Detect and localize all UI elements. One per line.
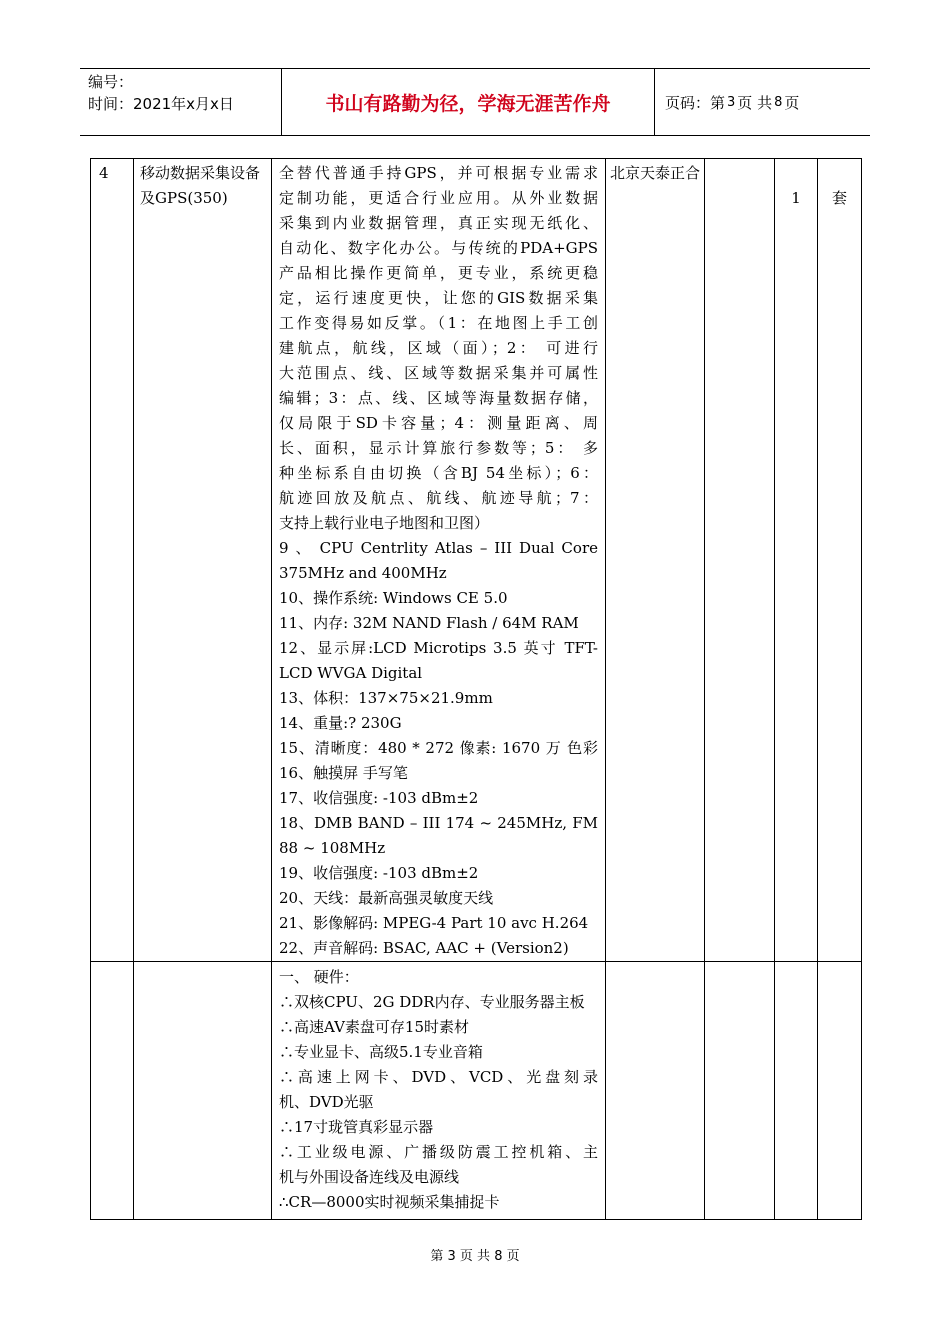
row-index: 4 xyxy=(91,159,134,962)
header-meta xyxy=(80,69,282,135)
text-line: LCD WVGA Digital xyxy=(279,664,423,682)
text-line: 375MHz and 400MHz xyxy=(279,564,447,582)
text-line: ∴高速AV素盘可存15时素材 xyxy=(279,1018,470,1036)
header-page-number xyxy=(655,69,870,135)
text-line: 17、收信强度: -103 dBm±2 xyxy=(279,789,479,807)
equipment-table xyxy=(90,158,862,1220)
quantity: 1 xyxy=(775,159,818,962)
text-line: ∴工业级电源、广播级防震工控机箱、主 xyxy=(279,1143,598,1161)
text-line: 13、体积：137×75×21.9mm xyxy=(279,689,493,707)
text-line: 10、操作系统: Windows CE 5.0 xyxy=(279,589,508,607)
time-label: 时间：2021年x月x日 xyxy=(88,95,234,113)
text-line: 22、声音解码: BSAC, AAC + (Version2) xyxy=(279,939,569,957)
page-footer: 第 3 页 共 8 页 xyxy=(430,1249,520,1264)
text-line: 建航点，航线，区域（面）；2： 可进行 xyxy=(279,339,598,357)
text-line: 机与外围设备连线及电源线 xyxy=(279,1168,460,1186)
header-motto: 书山有路勤为径，学海无涯苦作舟 xyxy=(282,69,655,135)
text-line: 15、清晰度：480 * 272 像素: 1670 万 色彩 xyxy=(279,739,598,757)
item-spec xyxy=(272,159,606,962)
text-line: 支持上载行业电子地图和卫图） xyxy=(279,514,490,532)
text-line: 长、面积，显示计算旅行参数等；5： 多 xyxy=(279,439,598,457)
empty-cell xyxy=(91,962,134,1220)
text-line: 种坐标系自由切换（含BJ 54坐标）；6： xyxy=(279,464,598,482)
text-line: ∴CR—8000实时视频采集捕捉卡 xyxy=(279,1193,500,1211)
empty-cell xyxy=(818,962,862,1220)
hardware-spec-lines xyxy=(279,965,598,1215)
text-line: 一、 硬件： xyxy=(279,968,359,986)
item-spec-lines xyxy=(279,161,598,961)
text-line: (350) xyxy=(187,189,228,207)
text-line: 产品相比操作更简单，更专业，系统更稳 xyxy=(279,264,598,282)
item-name-lines xyxy=(140,161,267,211)
text-line: 全替代普通手持GPS，并可根据专业需求 xyxy=(279,164,598,182)
page-prefix: 页码：第 xyxy=(665,93,726,112)
empty-cell xyxy=(775,962,818,1220)
page-mid: 页 共 xyxy=(737,93,773,112)
text-line: ∴专业显卡、高级5.1专业音箱 xyxy=(279,1043,483,1061)
page-num: 3 xyxy=(727,94,736,110)
empty-cell xyxy=(134,962,272,1220)
text-line: 移动数据采集设 xyxy=(140,164,246,182)
text-line: 机、DVD光驱 xyxy=(279,1093,374,1111)
page-header xyxy=(80,68,870,136)
table-row xyxy=(91,962,862,1220)
text-line: 自动化、数字化办公。与传统的PDA+GPS xyxy=(279,239,598,257)
text-line: 14、重量:? 230G xyxy=(279,714,402,732)
text-line: ∴高速上网卡、DVD、VCD、光盘刻录 xyxy=(279,1068,598,1086)
text-line: 采集到内业数据管理，真正实现无纸化、 xyxy=(279,214,598,232)
page-suffix: 页 xyxy=(784,93,800,112)
table-row xyxy=(91,159,862,962)
text-line: 16、触摸屏 手写笔 xyxy=(279,764,408,782)
text-line: 正合 xyxy=(670,164,701,182)
text-line: 定，运行速度更快，让您的GIS数据采集 xyxy=(279,289,598,307)
page-total: 8 xyxy=(774,94,783,110)
text-line: ∴17寸珑管真彩显示器 xyxy=(279,1118,434,1136)
text-line: 定制功能，更适合行业应用。从外业数据 xyxy=(279,189,598,207)
code-label: 编号： xyxy=(88,73,134,91)
text-line: 北京天泰 xyxy=(609,164,670,182)
text-line: 大范围点、线、区域等数据采集并可属性 xyxy=(279,364,598,382)
text-line: 备及GPS xyxy=(140,164,261,207)
item-name xyxy=(134,159,272,962)
text-line: 20、天线：最新高强灵敏度天线 xyxy=(279,889,494,907)
text-line: 12、显示屏:LCD Microtips 3.5 英寸 TFT- xyxy=(279,639,598,657)
text-line: 11、内存: 32M NAND Flash / 64M RAM xyxy=(279,614,579,632)
text-line: 21、影像解码: MPEG-4 Part 10 avc H.264 xyxy=(279,914,589,932)
text-line: 18、DMB BAND – III 174 ~ 245MHz, FM xyxy=(279,814,598,832)
manufacturer xyxy=(606,159,705,962)
text-line: 航迹回放及航点、航线、航迹导航；7： xyxy=(279,489,598,507)
text-line: ∴双核CPU、2G DDR内存、专业服务器主板 xyxy=(279,993,585,1011)
empty-cell xyxy=(705,159,775,962)
text-line: 编辑；3：点、线、区域等海量数据存储， xyxy=(279,389,598,407)
text-line: 工作变得易如反掌。（1：在地图上手工创 xyxy=(279,314,598,332)
unit: 套 xyxy=(818,159,862,962)
text-line: 88 ~ 108MHz xyxy=(279,839,386,857)
text-line: 仅局限于SD卡容量；4：测量距离、周 xyxy=(279,414,598,432)
manufacturer-lines xyxy=(606,161,704,186)
text-line: 9 、 CPU Centrlity Atlas – III Dual Core xyxy=(279,539,598,557)
empty-cell xyxy=(606,962,705,1220)
text-line: 19、收信强度: -103 dBm±2 xyxy=(279,864,479,882)
hardware-spec xyxy=(272,962,606,1220)
empty-cell xyxy=(705,962,775,1220)
